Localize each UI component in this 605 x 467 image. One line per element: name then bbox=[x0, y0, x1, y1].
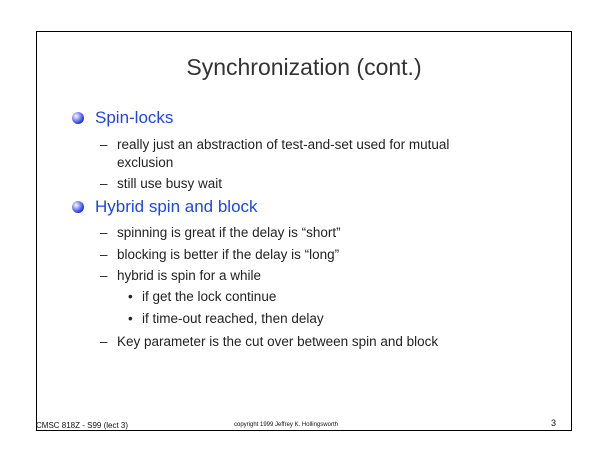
sub-item bbox=[100, 224, 520, 242]
bullet-spin-locks bbox=[72, 108, 173, 128]
sub-item bbox=[100, 246, 520, 264]
bullet-hybrid-spin-block bbox=[72, 197, 258, 217]
sub-item-text: Key parameter is the cut over between spin and block bbox=[117, 334, 439, 349]
sub-item bbox=[100, 136, 520, 172]
dot-marker: • bbox=[128, 289, 133, 304]
sub-sub-item bbox=[128, 289, 276, 304]
dash-marker: – bbox=[100, 225, 108, 240]
dash-marker: – bbox=[100, 334, 108, 349]
dash-marker: – bbox=[100, 176, 108, 191]
sub-item bbox=[100, 267, 520, 285]
dash-marker: – bbox=[100, 137, 108, 152]
sub-item bbox=[100, 333, 520, 351]
sub-sub-item-text: if get the lock continue bbox=[142, 289, 277, 304]
sub-item-text: still use busy wait bbox=[117, 176, 223, 191]
bullet-label: Hybrid spin and block bbox=[95, 197, 258, 216]
footer-course: CMSC 818Z - S99 (lect 3) bbox=[36, 421, 129, 430]
sub-sub-item-text: if time-out reached, then delay bbox=[142, 311, 324, 326]
dash-marker: – bbox=[100, 268, 108, 283]
sub-item bbox=[100, 175, 520, 193]
dot-marker: • bbox=[128, 311, 133, 326]
sub-item-text: blocking is better if the delay is “long” bbox=[117, 247, 340, 262]
bullet-dot-icon bbox=[72, 201, 84, 213]
bullet-dot-icon bbox=[72, 112, 84, 124]
sub-sub-item bbox=[128, 311, 324, 326]
footer-copyright: copyright 1999 Jeffrey K. Hollingsworth bbox=[234, 422, 338, 428]
page-number: 3 bbox=[551, 418, 557, 428]
slide-title: Synchronization (cont.) bbox=[186, 54, 422, 80]
bullet-label: Spin-locks bbox=[95, 108, 174, 127]
sub-item-text: spinning is great if the delay is “short” bbox=[117, 225, 341, 240]
sub-item-text: hybrid is spin for a while bbox=[117, 268, 262, 283]
sub-item-text: really just an abstraction of test-and-set used for mutual exclusion bbox=[117, 137, 450, 170]
dash-marker: – bbox=[100, 247, 108, 262]
